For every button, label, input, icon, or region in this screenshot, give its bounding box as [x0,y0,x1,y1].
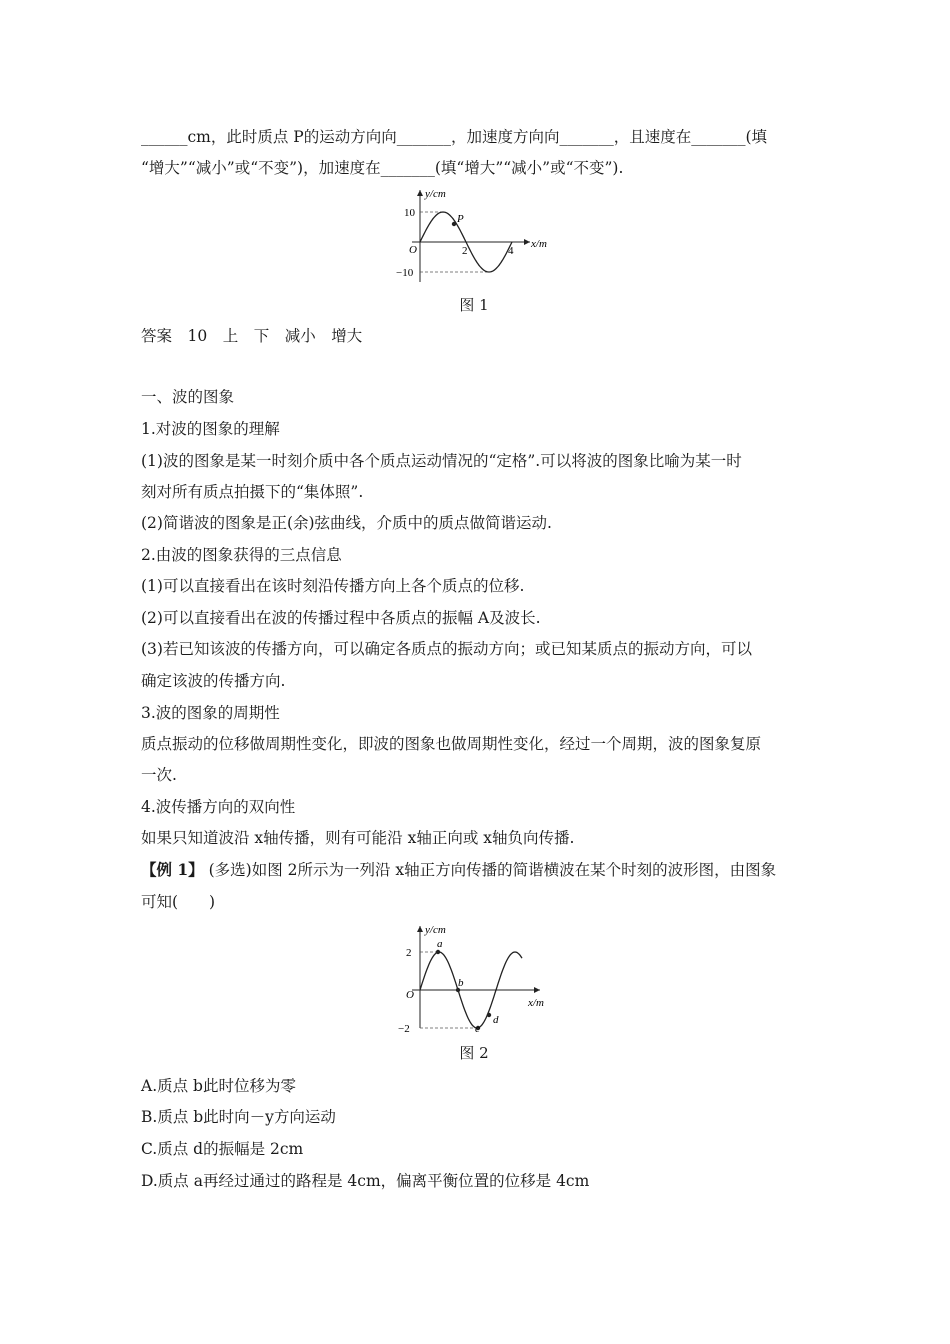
text-line-6: 刻对所有质点拍摄下的“集体照”. [141,483,364,501]
fig1-x-axis-label: x/m [531,238,547,250]
fig2-point-a-label: a [437,938,443,950]
section-heading: 一、波的图象 [141,388,235,406]
example-line-1 [141,859,821,881]
option-d: D.质点 a再经过通过的路程是 4cm，偏离平衡位置的位移是 4cm [141,1172,590,1190]
fig1-origin-label: O [409,244,417,256]
figure-2-caption: 图 2 [459,1044,489,1062]
fig1-point-p-label: P [457,213,464,225]
fig2-y-tick-top: 2 [406,947,412,959]
fig1-x-tick-4: 4 [508,245,514,257]
fig2-point-c-label: c [475,1023,480,1032]
figure-1-wave-graph [392,186,562,284]
fig1-y-axis-label: y/cm [425,188,446,200]
text-line-9: (1)可以直接看出在该时刻沿传播方向上各个质点的位移. [141,577,525,595]
text-line-17: 如果只知道波沿 x轴传播，则有可能沿 x轴正向或 x轴负向传播. [141,829,575,847]
figure-1-caption: 图 1 [459,296,489,314]
text-line-14: 质点振动的位移做周期性变化，即波的图象也做周期性变化，经过一个周期，波的图象复原 [141,735,762,753]
fig2-y-axis-label: y/cm [425,924,446,936]
text-line-2: “增大”“减小”或“不变”)，加速度在_______(填“增大”“减小”或“不变”). [141,159,624,177]
text-line-8: 2.由波的图象获得的三点信息 [141,546,342,564]
option-c: C.质点 d的振幅是 2cm [141,1140,304,1158]
option-a: A.质点 b此时位移为零 [141,1077,296,1095]
text-line-16: 4.波传播方向的双向性 [141,798,296,816]
fig1-y-tick-bottom: −10 [396,267,414,279]
text-line-5: (1)波的图象是某一时刻介质中各个质点运动情况的“定格”.可以将波的图象比喻为某一时 [141,452,742,470]
fig1-x-tick-2: 2 [462,245,468,257]
answer-line: 答案 10 上 下 减小 增大 [141,327,363,345]
text-line-12: 确定该波的传播方向. [141,672,286,690]
fig1-y-tick-top: 10 [404,207,415,219]
fig2-x-axis-label: x/m [528,997,544,1009]
fig2-point-b-label: b [458,977,464,989]
text-line-15: 一次. [141,766,177,784]
text-line-7: (2)简谐波的图象是正(余)弦曲线，介质中的质点做简谐运动. [141,514,552,532]
text-line-4: 1.对波的图象的理解 [141,420,280,438]
fig2-point-d-label: d [493,1014,499,1026]
example-line-2: 可知( ) [141,893,216,911]
text-line-1: ______cm，此时质点 P的运动方向向_______，加速度方向向_______，且速度在_______(填 [141,128,768,146]
fig2-y-tick-bottom: −2 [398,1023,410,1032]
text-line-13: 3.波的图象的周期性 [141,704,280,722]
option-b: B.质点 b此时向－y方向运动 [141,1108,336,1126]
text-line-10: (2)可以直接看出在波的传播过程中各质点的振幅 A及波长. [141,609,541,627]
fig2-origin-label: O [406,989,414,1001]
example-text: (多选)如图 2所示为一列沿 x轴正方向传播的简谐横波在某个时刻的波形图，由图象 [203,861,777,879]
figure-2-wave-graph [394,920,554,1032]
example-tag: 【例 1】 [141,860,204,879]
text-line-11: (3)若已知该波的传播方向，可以确定各质点的振动方向；或已知某质点的振动方向，可以 [141,640,752,658]
